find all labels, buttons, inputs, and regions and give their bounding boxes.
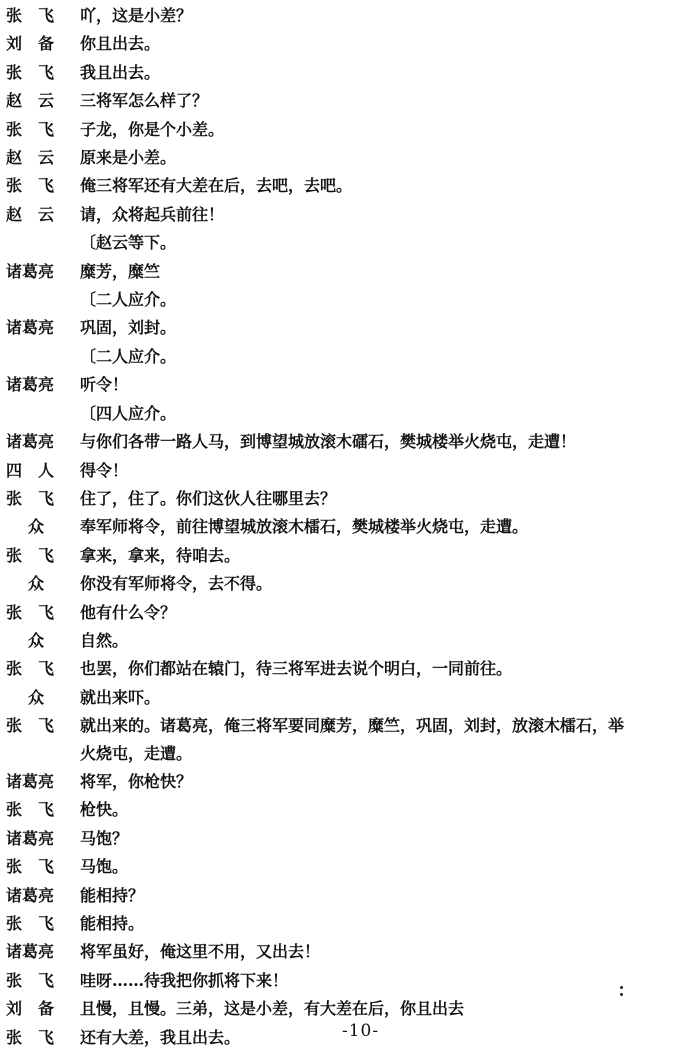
dialogue-line: [0, 457, 700, 485]
dialogue-text: 住了，住了。你们这伙人往哪里去？: [80, 488, 337, 508]
speaker-name: 张 飞: [6, 857, 55, 877]
dialogue-text: 自然。: [80, 630, 129, 650]
dialogue-line: [0, 768, 700, 796]
dialogue-text: 能相持。: [80, 914, 145, 933]
dialogue-text: 与你们各带一路人马，到博望城放滚木礌石，樊城楼举火烧屯，走遭！: [80, 432, 577, 452]
dialogue-text: 听令！: [80, 375, 129, 395]
dialogue-line: [0, 116, 700, 144]
script-text: [0, 2, 700, 1052]
dialogue-line: [0, 172, 700, 200]
speaker-name: 众: [28, 574, 45, 594]
stage-direction-text: 〔赵云等下。: [80, 233, 177, 253]
dialogue-text: 子龙，你是个小差。: [80, 119, 225, 139]
speaker-name: 诸葛亮: [6, 318, 55, 338]
speaker-name: 张 飞: [6, 488, 55, 508]
dialogue-line: [0, 2, 700, 30]
speaker-name: 张 飞: [6, 970, 55, 990]
dialogue-text: 原来是小差。: [80, 148, 177, 168]
dialogue-line: [0, 314, 700, 342]
dialogue-text: 还有大差，我且出去。: [80, 1027, 241, 1047]
dialogue-text: 吖，这是小差？: [80, 6, 193, 25]
stage-direction: [0, 229, 700, 257]
dialogue-text: 哇呀……待我把你抓将下来！: [80, 970, 289, 990]
dialogue-line: [0, 87, 700, 115]
dialogue-text: 马饱？: [80, 828, 129, 848]
dialogue-line: [0, 144, 700, 172]
dialogue-line: [0, 30, 700, 58]
dialogue-line: [0, 995, 700, 1023]
speaker-name: 诸葛亮: [6, 942, 55, 962]
speaker-name: 众: [28, 687, 45, 707]
dialogue-text: 巩固，刘封。: [80, 318, 177, 338]
stage-direction-text: 〔二人应介。: [80, 290, 177, 310]
dialogue-line: [0, 712, 700, 740]
dialogue-line: [0, 599, 700, 627]
speaker-name: 诸葛亮: [6, 885, 55, 905]
dialogue-line: [0, 201, 700, 229]
dialogue-line: [0, 967, 700, 995]
dialogue-text: 奉军师将令，前往博望城放滚木檑石，樊城楼举火烧屯，走遭。: [80, 517, 529, 537]
speaker-name: 张 飞: [6, 6, 55, 25]
stage-direction: [0, 400, 700, 428]
speaker-name: 刘 备: [6, 999, 55, 1019]
dialogue-text: 就出来吓。: [80, 687, 161, 707]
dialogue-text: 你没有军师将令，去不得。: [80, 574, 273, 594]
dialogue-line: [0, 853, 700, 881]
stage-direction-text: 〔二人应介。: [80, 346, 177, 366]
dialogue-text: 得令！: [80, 460, 129, 480]
dialogue-line: [0, 513, 700, 541]
dialogue-line: [0, 570, 700, 598]
dialogue-line: [0, 627, 700, 655]
dialogue-text: 枪快。: [80, 800, 129, 820]
dialogue-text: 能相持？: [80, 885, 145, 905]
speaker-name: 诸葛亮: [6, 771, 55, 791]
dialogue-text: 将军，你枪快？: [80, 771, 193, 791]
dialogue-text: 俺三将军还有大差在后，去吧，去吧。: [80, 176, 353, 196]
stage-direction: [0, 343, 700, 371]
page-number: -10-: [342, 1021, 380, 1041]
dialogue-line: [0, 910, 700, 938]
dialogue-line: [0, 428, 700, 456]
dialogue-line: [0, 542, 700, 570]
speaker-name: 张 飞: [6, 62, 55, 82]
speaker-name: 张 飞: [6, 716, 55, 736]
dialogue-text: 拿来，拿来，待咱去。: [80, 545, 241, 565]
speaker-name: 张 飞: [6, 176, 55, 196]
dialogue-line: [0, 938, 700, 966]
dialogue-text: 也罢，你们都站在辕门，待三将军进去说个明白，一同前往。: [80, 659, 513, 679]
speaker-name: 张 飞: [6, 800, 55, 820]
dialogue-text: 糜芳，糜竺: [80, 261, 161, 281]
dialogue-line: [0, 258, 700, 286]
dialogue-line: [0, 825, 700, 853]
dialogue-text: 你且出去。: [80, 34, 161, 54]
speaker-name: 诸葛亮: [6, 261, 55, 281]
speaker-name: 诸葛亮: [6, 375, 55, 395]
scan-mark: [620, 986, 624, 1006]
speaker-name: 张 飞: [6, 914, 55, 933]
speaker-name: 张 飞: [6, 545, 55, 565]
dialogue-line: [0, 485, 700, 513]
speaker-name: 赵 云: [6, 204, 55, 224]
speaker-name: 张 飞: [6, 1027, 55, 1047]
dialogue-text: 马饱。: [80, 857, 129, 877]
dialogue-text: 将军虽好，俺这里不用，又出去！: [80, 942, 321, 962]
dialogue-text: 请，众将起兵前往！: [80, 204, 225, 224]
dialogue-line: [0, 796, 700, 824]
dialogue-line: [0, 882, 700, 910]
speaker-name: 诸葛亮: [6, 432, 55, 452]
speaker-name: 众: [28, 517, 45, 537]
dialogue-text: 我且出去。: [80, 62, 161, 82]
speaker-name: 赵 云: [6, 91, 55, 111]
stage-direction-text: 〔四人应介。: [80, 403, 177, 423]
speaker-name: 四 人: [6, 460, 55, 480]
dialogue-text: 火烧屯，走遭。: [80, 743, 193, 763]
dialogue-line: [0, 59, 700, 87]
dialogue-text: 且慢，且慢。三弟，这是小差，有大差在后，你且出去: [80, 999, 465, 1019]
dialogue-text: 就出来的。诸葛亮，俺三将军要同糜芳，糜竺，巩固，刘封，放滚木檑石，举: [80, 716, 625, 736]
dialogue-text: 他有什么令？: [80, 602, 177, 622]
speaker-name: 刘 备: [6, 34, 55, 54]
speaker-name: 众: [28, 630, 45, 650]
dialogue-line: [0, 655, 700, 683]
dialogue-line: [0, 684, 700, 712]
speaker-name: 赵 云: [6, 148, 55, 168]
speaker-name: 张 飞: [6, 119, 55, 139]
stage-direction: [0, 286, 700, 314]
dialogue-continuation: [0, 740, 700, 768]
dialogue-line: [0, 371, 700, 399]
speaker-name: 张 飞: [6, 602, 55, 622]
dialogue-text: 三将军怎么样了？: [80, 91, 209, 111]
speaker-name: 张 飞: [6, 659, 55, 679]
speaker-name: 诸葛亮: [6, 828, 55, 848]
